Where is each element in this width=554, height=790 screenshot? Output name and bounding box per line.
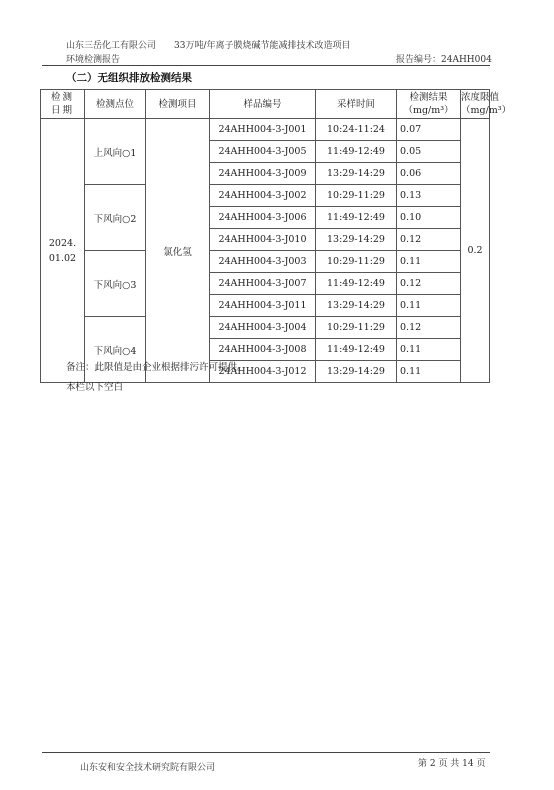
result-cell: 0.12 [397,317,461,339]
header-company-project: 山东三岳化工有限公司 33万吨/年离子膜烧碱节能减排技术改造项目 [66,41,351,51]
sample-id-cell: 24AHH004-3-J012 [210,361,316,383]
result-cell: 0.11 [397,339,461,361]
sampling-time-cell: 10:29-11:29 [316,185,397,207]
sampling-time-cell: 13:29-14:29 [316,295,397,317]
sampling-time-cell: 13:29-14:29 [316,163,397,185]
table-row [41,317,490,339]
table-row [41,185,490,207]
point-cell: 下风向○3 [85,251,146,317]
remark-note: 备注：此限值是由企业根据排污许可提供。 [66,362,247,373]
sample-id-cell: 24AHH004-3-J004 [210,317,316,339]
header-result: 检测结果 （mg/m³） [397,90,461,119]
footer-page-number: 第 2 页 共 14 页 [418,759,486,769]
item-cell: 氯化氢 [146,119,210,383]
point-cell: 下风向○2 [85,185,146,251]
sampling-time-cell: 10:24-11:24 [316,119,397,141]
sample-id-cell: 24AHH004-3-J007 [210,273,316,295]
sample-id-cell: 24AHH004-3-J010 [210,229,316,251]
sampling-time-cell: 11:49-12:49 [316,141,397,163]
result-cell: 0.13 [397,185,461,207]
header-sample: 样品编号 [210,90,316,119]
sampling-time-cell: 13:29-14:29 [316,361,397,383]
point-cell: 下风向○4 [85,317,146,383]
header-time: 采样时间 [316,90,397,119]
sampling-time-cell: 13:29-14:29 [316,229,397,251]
footer-rule [42,752,490,753]
result-cell: 0.10 [397,207,461,229]
result-cell: 0.11 [397,361,461,383]
result-cell: 0.06 [397,163,461,185]
sampling-time-cell: 11:49-12:49 [316,339,397,361]
result-cell: 0.11 [397,251,461,273]
result-cell: 0.11 [397,295,461,317]
table-row [41,251,490,273]
result-cell: 0.07 [397,119,461,141]
date-cell: 2024. 01.02 [41,119,85,383]
footer-institute: 山东安和安全技术研究院有限公司 [80,763,216,773]
section-title: （二）无组织排放检测结果 [66,72,192,84]
results-table [40,89,512,383]
sampling-time-cell: 10:29-11:29 [316,317,397,339]
sample-id-cell: 24AHH004-3-J001 [210,119,316,141]
point-cell: 上风向○1 [85,119,146,185]
sampling-time-cell: 11:49-12:49 [316,273,397,295]
result-cell: 0.12 [397,273,461,295]
sample-id-cell: 24AHH004-3-J009 [210,163,316,185]
blank-note: 本栏以下空白 [66,382,124,393]
table-header-row [41,90,490,119]
result-cell: 0.12 [397,229,461,251]
sample-id-cell: 24AHH004-3-J008 [210,339,316,361]
sample-id-cell: 24AHH004-3-J003 [210,251,316,273]
sampling-time-cell: 11:49-12:49 [316,207,397,229]
sample-id-cell: 24AHH004-3-J011 [210,295,316,317]
sample-id-cell: 24AHH004-3-J005 [210,141,316,163]
limit-cell: 0.2 [461,119,490,383]
header-report-number: 报告编号：24AHH004 [396,55,492,65]
header-item: 检测项目 [146,90,210,119]
header-point: 检测点位 [85,90,146,119]
sample-id-cell: 24AHH004-3-J006 [210,207,316,229]
header-report-type: 环境检测报告 [66,55,121,65]
header-date: 检测日期 [41,90,85,119]
header-limit: 浓度限值 （mg/m³） [461,90,490,119]
table-row [41,119,490,141]
header-rule [42,65,490,66]
sampling-time-cell: 10:29-11:29 [316,251,397,273]
sample-id-cell: 24AHH004-3-J002 [210,185,316,207]
result-cell: 0.05 [397,141,461,163]
